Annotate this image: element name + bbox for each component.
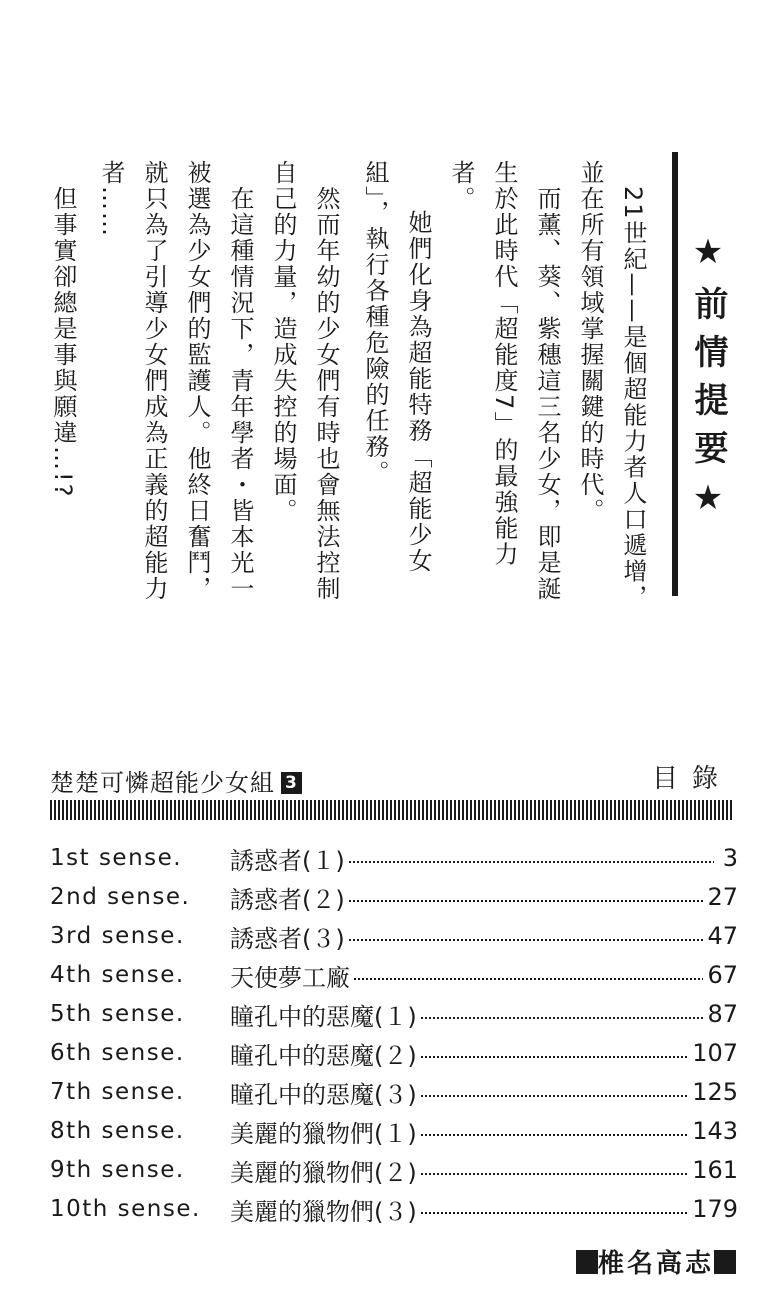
synopsis-column: 自己的力量，造成失控的場面。 xyxy=(269,160,297,524)
synopsis-column: 在這種情況下，青年學者・皆本光一 xyxy=(226,186,254,602)
dot-leader xyxy=(354,978,703,980)
chapter-title: 瞳孔中的惡魔(１) xyxy=(230,1002,417,1031)
page-number: 27 xyxy=(707,883,738,911)
synopsis-column: 被選為少女們的監護人。他終日奮鬥， xyxy=(183,160,211,602)
sense-label: 10th sense. xyxy=(50,1196,201,1222)
page-number: 125 xyxy=(692,1078,738,1106)
sense-label: 4th sense. xyxy=(50,962,185,988)
dot-leader xyxy=(421,1173,688,1175)
chapter-title: 美麗的獵物們(３) xyxy=(230,1197,417,1226)
synopsis-column: 而薰、葵、紫穗這三名少女，即是誕 xyxy=(533,186,561,602)
page-number: 87 xyxy=(707,1000,738,1028)
synopsis-column: 組」，執行各種危險的任務。 xyxy=(361,160,389,486)
page-number: 3 xyxy=(722,844,738,872)
author-credit xyxy=(576,1243,736,1280)
chapter-title: 誘惑者(２) xyxy=(230,885,345,914)
synopsis-rule xyxy=(672,152,678,596)
page-number: 143 xyxy=(692,1117,738,1145)
toc-row[interactable] xyxy=(50,879,738,915)
toc-row[interactable] xyxy=(50,1113,738,1149)
sense-label: 2nd sense. xyxy=(50,884,191,910)
synopsis-column: 然而年幼的少女們有時也會無法控制 xyxy=(312,186,340,602)
toc-label: 目錄 xyxy=(651,764,732,794)
sense-label: 9th sense. xyxy=(50,1157,185,1183)
chapter-title: 誘惑者(１) xyxy=(230,846,345,875)
page-number: 107 xyxy=(692,1039,738,1067)
book-title xyxy=(50,763,302,798)
sense-label: 8th sense. xyxy=(50,1118,185,1144)
dot-leader xyxy=(421,1134,688,1136)
chapter-title: 美麗的獵物們(１) xyxy=(230,1119,417,1148)
square-mark-left xyxy=(576,1250,598,1274)
synopsis-column: 者。 xyxy=(447,160,475,212)
dot-leader xyxy=(421,1056,688,1058)
synopsis-column: 但事實卻總是事與願違…!? xyxy=(49,186,77,499)
page-number: 179 xyxy=(692,1195,738,1223)
toc-row[interactable] xyxy=(50,1191,738,1227)
synopsis-column: 就只為了引導少女們成為正義的超能力 xyxy=(140,160,168,602)
volume-badge: 3 xyxy=(281,772,302,794)
chapter-title: 天使夢工廠 xyxy=(230,963,350,992)
synopsis-column: 者…… xyxy=(97,160,125,238)
square-mark-right xyxy=(714,1250,736,1274)
dot-leader xyxy=(349,861,714,863)
dot-leader xyxy=(421,1095,688,1097)
sense-label: 5th sense. xyxy=(50,1001,185,1027)
sense-label: 1st sense. xyxy=(50,845,183,871)
sense-label: 7th sense. xyxy=(50,1079,185,1105)
dot-leader xyxy=(349,939,704,941)
toc-row[interactable] xyxy=(50,996,738,1032)
toc-row[interactable] xyxy=(50,1035,738,1071)
synopsis-column: 她們化身為超能特務「超能少女 xyxy=(404,210,432,574)
toc-row[interactable] xyxy=(50,840,738,876)
toc-row[interactable] xyxy=(50,1152,738,1188)
synopsis-column: 21世紀——是個超能力者人口遞增， xyxy=(619,186,647,611)
page-number: 67 xyxy=(707,961,738,989)
page-number: 161 xyxy=(692,1156,738,1184)
toc-row[interactable] xyxy=(50,1074,738,1110)
book-title-text: 楚楚可憐超能少女組 xyxy=(50,769,275,797)
dot-leader xyxy=(349,900,704,902)
author-name: 椎名高志 xyxy=(597,1249,714,1279)
toc-row[interactable] xyxy=(50,957,738,993)
synopsis-title: ★前情提要★ xyxy=(688,232,728,532)
chapter-title: 誘惑者(３) xyxy=(230,924,345,953)
sense-label: 3rd sense. xyxy=(50,923,185,949)
dot-leader xyxy=(421,1017,704,1019)
sense-label: 6th sense. xyxy=(50,1040,185,1066)
synopsis-column: 生於此時代「超能度7」的最強能力 xyxy=(490,160,518,568)
page-number: 47 xyxy=(707,922,738,950)
dot-leader xyxy=(421,1212,688,1214)
chapter-title: 瞳孔中的惡魔(２) xyxy=(230,1041,417,1070)
toc-row[interactable] xyxy=(50,918,738,954)
chapter-title: 瞳孔中的惡魔(３) xyxy=(230,1080,417,1109)
chapter-title: 美麗的獵物們(２) xyxy=(230,1158,417,1187)
barcode-divider xyxy=(50,800,734,820)
synopsis-column: 並在所有領域掌握關鍵的時代。 xyxy=(576,160,604,524)
